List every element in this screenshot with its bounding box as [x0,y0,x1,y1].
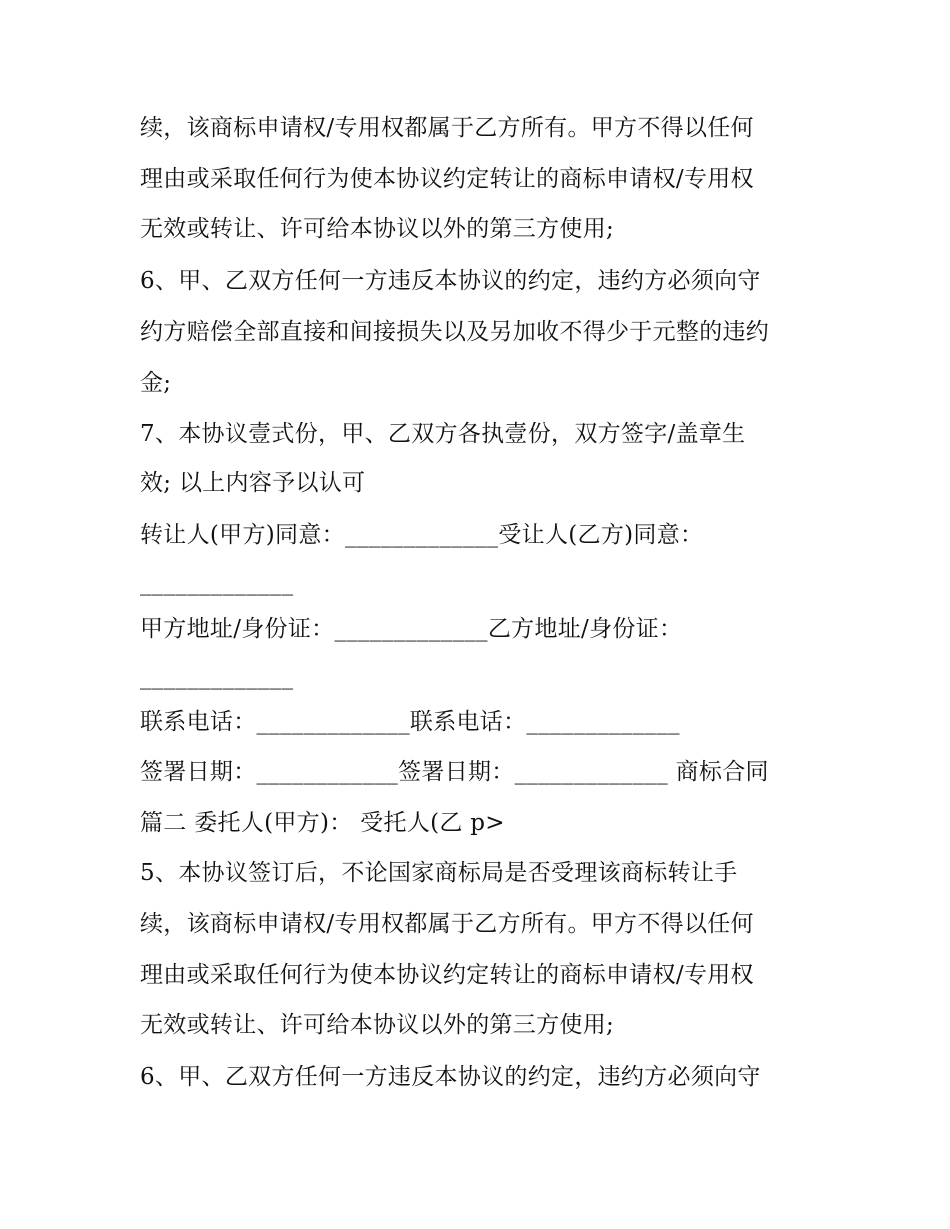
text-line: 6、甲、乙双方任何一方违反本协议的约定，违约方必须向守 [140,268,761,294]
text-line: 5、本协议签订后，不论国家商标局是否受理该商标转让手 [140,860,738,886]
signature-line-address: 甲方地址/身份证：_____________乙方地址/身份证： [140,616,683,642]
signature-line-date: 签署日期：____________签署日期：_____________ 商标合同 [140,759,769,785]
text-line: 无效或转让、许可给本协议以外的第三方使用; [140,1012,615,1038]
text-line: 7、本协议壹式份，甲、乙双方各执壹份，双方签字/盖章生 [140,421,746,447]
text-line: 6、甲、乙双方任何一方违反本协议的约定，违约方必须向守 [140,1064,761,1090]
text-line: 无效或转让、许可给本协议以外的第三方使用; [140,216,615,242]
section-heading: 篇二 委托人(甲方)： 受托人(乙 p> [140,810,505,836]
text-line: 效; 以上内容予以认可 [140,470,366,496]
signature-blank: _____________ [140,570,294,596]
text-line: 理由或采取任何行为使本协议约定转让的商标申请权/专用权 [140,962,754,988]
signature-blank: _____________ [140,664,294,690]
text-line: 续，该商标申请权/专用权都属于乙方所有。甲方不得以任何 [140,911,754,937]
text-line: 续，该商标申请权/专用权都属于乙方所有。甲方不得以任何 [140,115,754,141]
signature-line-phone: 联系电话：_____________联系电话：_____________ [140,709,680,735]
text-line: 约方赔偿全部直接和间接损失以及另加收不得少于元整的违约 [140,319,770,345]
text-line: 理由或采取任何行为使本协议约定转让的商标申请权/专用权 [140,166,754,192]
text-line: 金; [140,370,172,396]
signature-line-agree: 转让人(甲方)同意：_____________受让人(乙方)同意： [140,522,704,548]
